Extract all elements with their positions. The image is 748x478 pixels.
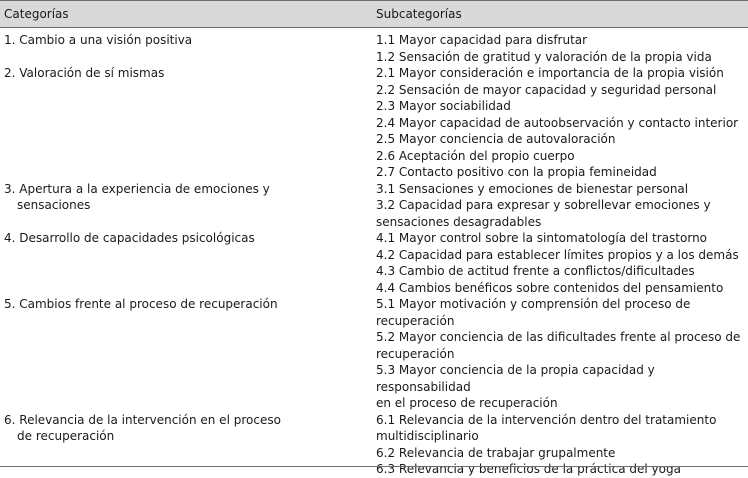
subcategory-item (376, 230, 748, 247)
category-cell (0, 32, 372, 65)
subcategory-item (376, 65, 748, 82)
subcategory-item (376, 280, 748, 297)
subcategory-label: 2.5 Mayor conciencia de autovaloración (376, 132, 616, 146)
subcategory-item (376, 329, 748, 362)
header-subcategorias: Subcategorías (376, 7, 462, 21)
category-label: 4. Desarrollo de capacidades psicológicas (4, 231, 255, 245)
subcategory-label: sensaciones desagradables (376, 214, 542, 229)
subcategory-label: recuperación (376, 313, 455, 328)
subcategory-cell (372, 412, 748, 478)
subcategory-label: 3.2 Capacidad para expresar y sobrellevar emociones y (376, 198, 711, 212)
subcategory-item (376, 49, 748, 66)
subcategory-label: 6.3 Relevancia y beneficios de la práctica del yoga (376, 462, 681, 476)
table-bottom-rule (0, 466, 748, 467)
subcategory-item (376, 32, 748, 49)
subcategory-label: 5.3 Mayor conciencia de la propia capacidad y responsabilidad (376, 363, 655, 394)
table-body (0, 28, 748, 478)
table-header (0, 0, 748, 28)
subcategory-label: 4.1 Mayor control sobre la sintomatología del trastorno (376, 231, 708, 245)
subcategory-item (376, 362, 748, 412)
category-cell (0, 412, 372, 478)
category-label: de recuperación (17, 429, 115, 443)
subcategory-label: 6.1 Relevancia de la intervención dentro del tratamiento (376, 412, 717, 427)
subcategory-label: en el proceso de recuperación (376, 396, 558, 410)
subcategory-label: recuperación (376, 346, 455, 361)
category-label: 6. Relevancia de la intervención en el proceso (4, 412, 281, 427)
subcategory-item (376, 181, 748, 198)
subcategory-item (376, 247, 748, 264)
category-label: 3. Apertura a la experiencia de emociones y (4, 181, 270, 196)
subcategory-item (376, 296, 748, 329)
subcategory-label: 5.2 Mayor conciencia de las dificultades frente al proceso de (376, 330, 741, 344)
subcategory-cell (372, 32, 748, 65)
table-row (0, 181, 748, 231)
subcategory-label: 2.3 Mayor sociabilidad (376, 99, 511, 113)
subcategory-label: 3.1 Sensaciones y emociones de bienestar personal (376, 181, 689, 196)
category-label: 2. Valoración de sí mismas (4, 66, 165, 80)
subcategory-item (376, 148, 748, 165)
subcategory-label: multidisciplinario (376, 429, 479, 443)
table-row (0, 32, 748, 65)
subcategory-cell (372, 230, 748, 296)
subcategory-item (376, 131, 748, 148)
subcategory-label: 2.1 Mayor consideración e importancia de la propia visión (376, 66, 724, 80)
category-cell (0, 296, 372, 412)
subcategory-label: 4.3 Cambio de actitud frente a conflictos/dificultades (376, 264, 695, 278)
subcategory-label: 2.7 Contacto positivo con la propia femineidad (376, 165, 657, 179)
subcategory-label: 4.4 Cambios benéficos sobre contenidos del pensamiento (376, 280, 724, 295)
category-label: 5. Cambios frente al proceso de recuperación (4, 297, 278, 311)
subcategory-item (376, 98, 748, 115)
subcategory-label: 2.6 Aceptación del propio cuerpo (376, 148, 575, 163)
subcategory-cell (372, 65, 748, 181)
header-categorias: Categorías (4, 7, 69, 21)
subcategory-item (376, 82, 748, 99)
subcategory-item (376, 412, 748, 445)
category-cell (0, 65, 372, 181)
table-row (0, 296, 748, 412)
table-row (0, 230, 748, 296)
subcategory-item (376, 263, 748, 280)
subcategory-item (376, 115, 748, 132)
subcategory-label: 5.1 Mayor motivación y comprensión del proceso de (376, 297, 691, 311)
subcategory-cell (372, 181, 748, 231)
category-cell (0, 230, 372, 296)
subcategory-label: 2.2 Sensación de mayor capacidad y seguridad personal (376, 82, 717, 97)
category-label: 1. Cambio a una visión positiva (4, 33, 193, 47)
table-row (0, 65, 748, 181)
subcategory-label: 2.4 Mayor capacidad de autoobservación y contacto interior (376, 115, 739, 130)
category-cell (0, 181, 372, 231)
subcategory-label: 6.2 Relevancia de trabajar grupalmente (376, 445, 616, 460)
subcategory-item (376, 197, 748, 230)
table-row (0, 412, 748, 478)
subcategory-item (376, 461, 748, 478)
subcategory-label: 1.2 Sensación de gratitud y valoración de la propia vida (376, 49, 712, 64)
subcategory-item (376, 445, 748, 462)
subcategory-label: 1.1 Mayor capacidad para disfrutar (376, 33, 588, 47)
subcategory-item (376, 164, 748, 181)
subcategory-cell (372, 296, 748, 412)
subcategory-label: 4.2 Capacidad para establecer límites propios y a los demás (376, 247, 739, 262)
category-label: sensaciones (17, 198, 91, 212)
